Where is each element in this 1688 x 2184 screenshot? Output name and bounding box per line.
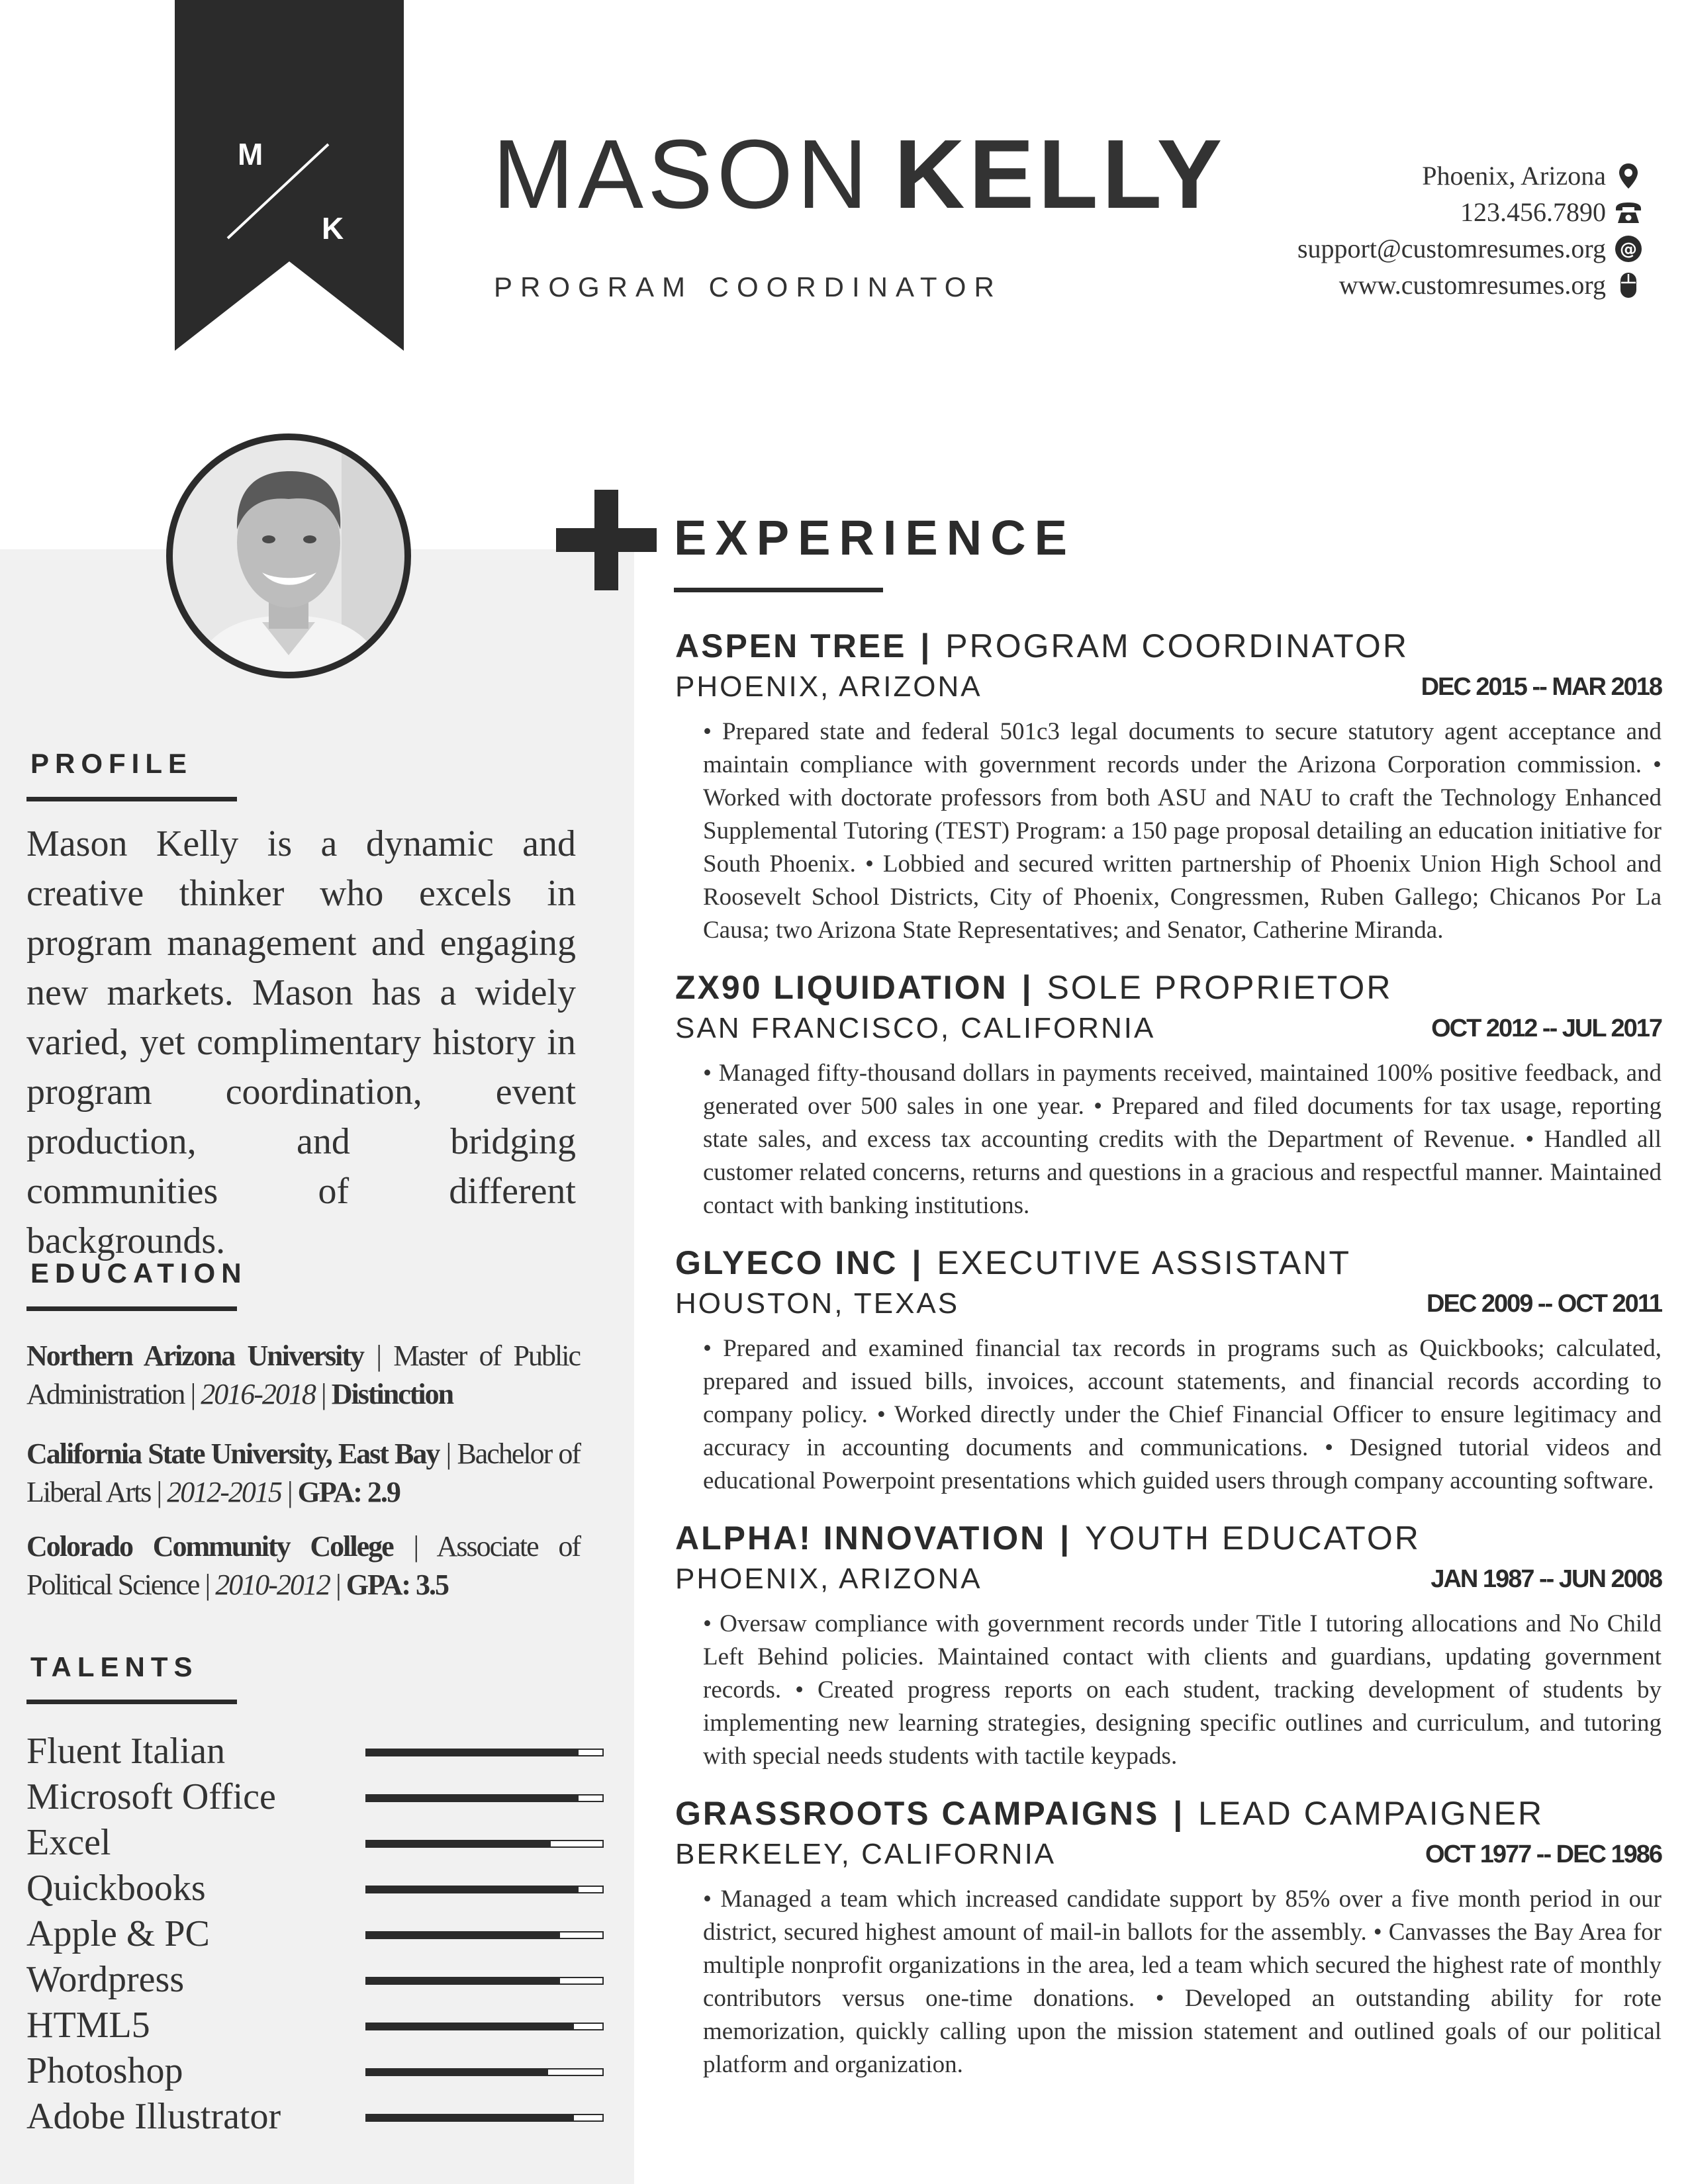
talents-list	[26, 1729, 583, 2140]
experience-list	[675, 625, 1662, 2101]
job-description: • Prepared and examined financial tax records in programs such as Quickbooks; calculated, prepared and issued bills, invoices, account statements, and financial records according to company policy. • Worked directly under the Chief Financial Officer to ensure legitimacy and accuracy in accounting documents and communications. • Designed tutorial videos and educational Powerpoint presentations which guided users through company accounting software.	[703, 1335, 1662, 1494]
candidate-name	[492, 120, 1227, 229]
job-dates: DEC 2015 -- MAR 2018	[1421, 673, 1662, 701]
job-role: EXECUTIVE ASSISTANT	[937, 1244, 1351, 1281]
phone-text: 123.456.7890	[1460, 197, 1606, 227]
education-degree: Bachelor of Liberal Arts	[26, 1437, 581, 1508]
job-entry	[675, 1793, 1662, 2081]
talents-heading: TALENTS	[30, 1651, 199, 1682]
education-school: California State University, East Bay	[26, 1437, 440, 1470]
location-text: Phoenix, Arizona	[1422, 161, 1606, 191]
profile-summary: Mason Kelly is a dynamic and creative thinker who excels in program management and engaging new markets. Mason has a widely varied, yet complimentary history in program coordination, event production, and bridging communities of different backgrounds.	[26, 823, 576, 1261]
contact-email	[1297, 230, 1643, 267]
talent-item	[26, 1774, 583, 1820]
talent-level-bar	[365, 2068, 604, 2076]
job-location: PHOENIX, ARIZONA	[675, 670, 982, 703]
education-extra: Distinction	[331, 1378, 453, 1410]
job-entry	[675, 625, 1662, 947]
talent-level-fill	[367, 1978, 560, 1983]
education-extra: GPA: 3.5	[346, 1569, 449, 1601]
job-description: • Managed a team which increased candidate support by 85% over a five month period in our district, secured highest amount of mail-in ballots for the assembly. • Canvasses the Bay Area for multiple nonprofit organizations in the area, led a team which secured the highest rate of monthly contributors versus one-time donations. • Developed an outstanding ability for rote memorization, quickly calling upon the mission statement and outlined goals of our political platform and organization.	[703, 1886, 1662, 2078]
education-heading-rule	[26, 1306, 237, 1311]
job-entry	[675, 1242, 1662, 1498]
talent-level-bar	[365, 1749, 604, 1756]
talent-level-bar	[365, 1840, 604, 1848]
website-text: www.customresumes.org	[1338, 270, 1606, 300]
profile-heading-rule	[26, 797, 237, 801]
at-sign-icon	[1614, 234, 1643, 263]
svg-text:@: @	[1620, 239, 1637, 259]
job-role: YOUTH EDUCATOR	[1085, 1520, 1421, 1557]
job-description: • Prepared state and federal 501c3 legal documents to secure statutory agent acceptance and maintain compliance with government records under the Arizona Corporation commission. • Worked with doctorate professors from both ASU and NAU to craft the Technology Enhanced Supplemental Tutoring (TEST) Program: a 150 page proposal detailing an education initiative for South Phoenix. • Lobbied and secured written partnership of Phoenix Union High School and Roosevelt School Districts, City of Phoenix, Congressmen, Ruben Gallego; Chicanos Por La Causa; two Arizona State Representatives; and Senator, Catherine Miranda.	[703, 718, 1662, 944]
education-item: California State University, East Bay | Bachelor of Liberal Arts | 2012-2015 | GPA: 2.9	[26, 1437, 581, 1508]
education-years: 2010-2012	[215, 1569, 330, 1601]
contact-website	[1297, 267, 1643, 303]
education-school: Northern Arizona University	[26, 1340, 364, 1372]
monogram-last-letter: K	[322, 211, 344, 246]
job-header: ZX90 LIQUIDATION | SOLE PROPRIETOR	[675, 969, 1393, 1006]
job-role: SOLE PROPRIETOR	[1047, 969, 1393, 1006]
experience-heading: EXPERIENCE	[674, 510, 1076, 565]
job-dates: DEC 2009 -- OCT 2011	[1427, 1290, 1662, 1318]
job-location: SAN FRANCISCO, CALIFORNIA	[675, 1012, 1156, 1044]
talent-item	[26, 1820, 583, 1866]
talent-name: HTML5	[26, 2005, 150, 2046]
job-company: ASPEN TREE	[675, 627, 907, 664]
talent-name: Quickbooks	[26, 1868, 206, 1909]
talent-item	[26, 1729, 583, 1774]
profile-heading: PROFILE	[30, 748, 193, 779]
contact-phone	[1297, 194, 1643, 230]
education-school: Colorado Community College	[26, 1530, 393, 1563]
talent-name: Excel	[26, 1822, 111, 1863]
first-name: MASON	[492, 120, 872, 229]
talent-level-fill	[367, 2024, 574, 2029]
talent-level-fill	[367, 1887, 579, 1892]
talent-level-fill	[367, 1750, 579, 1755]
job-header: ASPEN TREE | PROGRAM COORDINATOR	[675, 627, 1409, 664]
experience-heading-rule	[674, 588, 883, 592]
job-entry	[675, 967, 1662, 1222]
education-extra: GPA: 2.9	[297, 1476, 400, 1508]
profile-photo	[163, 430, 414, 682]
job-dates: OCT 1977 -- DEC 1986	[1425, 1841, 1662, 1868]
talent-item	[26, 2094, 583, 2140]
last-name: KELLY	[894, 120, 1227, 229]
talent-item	[26, 2048, 583, 2094]
plus-icon	[556, 490, 657, 590]
contact-block	[1297, 158, 1643, 303]
job-role: PROGRAM COORDINATOR	[945, 627, 1409, 664]
talent-level-bar	[365, 1886, 604, 1893]
job-company: ZX90 LIQUIDATION	[675, 969, 1008, 1006]
education-degree: Associate of Political Science	[26, 1530, 580, 1601]
talent-name: Apple & PC	[26, 1913, 210, 1954]
job-title: PROGRAM COORDINATOR	[494, 271, 1002, 302]
job-header: GLYECO INC | EXECUTIVE ASSISTANT	[675, 1244, 1351, 1281]
job-dates: OCT 2012 -- JUL 2017	[1431, 1015, 1662, 1042]
education-years: 2012-2015	[167, 1476, 281, 1508]
talent-item	[26, 1866, 583, 1911]
job-company: GLYECO INC	[675, 1244, 898, 1281]
contact-location	[1297, 158, 1643, 194]
talent-level-fill	[367, 1841, 551, 1846]
job-header: ALPHA! INNOVATION | YOUTH EDUCATOR	[675, 1520, 1421, 1557]
job-meta	[675, 1008, 1662, 1049]
job-meta	[675, 1834, 1662, 1875]
talent-level-bar	[365, 2114, 604, 2122]
talent-name: Fluent Italian	[26, 1731, 226, 1772]
talent-name: Photoshop	[26, 2050, 183, 2091]
job-description: • Managed fifty-thousand dollars in payments received, maintained 100% positive feedback, and generated over 500 sales in one year. • Prepared and filed documents for tax usage, reporting state sales, and excess tax accounting credits with the Department of Revenue. • Handled all customer related concerns, returns and questions in a gracious and respectful manner. Maintained contact with banking institutions.	[703, 1060, 1662, 1219]
talent-level-bar	[365, 1794, 604, 1802]
job-location: PHOENIX, ARIZONA	[675, 1563, 982, 1595]
talent-level-fill	[367, 1933, 560, 1938]
talent-level-bar	[365, 1931, 604, 1939]
job-header: GRASSROOTS CAMPAIGNS | LEAD CAMPAIGNER	[675, 1795, 1544, 1832]
monogram-first-letter: M	[238, 137, 263, 171]
talent-item	[26, 2003, 583, 2048]
talents-heading-rule	[26, 1700, 237, 1704]
monogram-banner	[175, 0, 404, 351]
job-meta	[675, 1283, 1662, 1324]
job-location: HOUSTON, TEXAS	[675, 1287, 960, 1320]
talent-level-fill	[367, 2115, 574, 2120]
talent-level-bar	[365, 2023, 604, 2030]
job-description: • Oversaw compliance with government records under Title I tutoring allocations and No Child Left Behind policies. Maintained contact with clients and guardians, updating government records. • Created progress reports on each student, tracking development of students by implementing new learning strategies, designing specific outlines and curriculum, and tutoring with special needs students with tactile keypads.	[703, 1610, 1662, 1770]
talent-item	[26, 1911, 583, 1957]
job-dates: JAN 1987 -- JUN 2008	[1430, 1565, 1662, 1593]
talent-level-fill	[367, 1796, 579, 1801]
education-years: 2016-2018	[201, 1378, 315, 1410]
job-meta	[675, 666, 1662, 707]
talent-level-bar	[365, 1977, 604, 1985]
education-item: Northern Arizona University | Master of Public Administration | 2016-2018 | Distinction	[26, 1340, 580, 1410]
job-company: GRASSROOTS CAMPAIGNS	[675, 1795, 1160, 1832]
map-pin-icon	[1614, 161, 1643, 191]
talent-name: Adobe Illustrator	[26, 2096, 281, 2137]
education-item: Colorado Community College | Associate of Political Science | 2010-2012 | GPA: 3.5	[26, 1530, 580, 1601]
mouse-icon	[1614, 271, 1643, 300]
education-degree: Master of Public Administration	[26, 1340, 580, 1410]
job-role: LEAD CAMPAIGNER	[1198, 1795, 1544, 1832]
talent-name: Microsoft Office	[26, 1776, 276, 1817]
email-text: support@customresumes.org	[1297, 234, 1606, 263]
education-heading: EDUCATION	[30, 1257, 248, 1289]
talent-level-fill	[367, 2070, 548, 2075]
job-entry	[675, 1518, 1662, 1773]
telephone-icon	[1614, 198, 1643, 227]
talent-item	[26, 1957, 583, 2003]
talent-name: Wordpress	[26, 1959, 185, 2000]
job-company: ALPHA! INNOVATION	[675, 1520, 1047, 1557]
job-location: BERKELEY, CALIFORNIA	[675, 1838, 1056, 1870]
job-meta	[675, 1559, 1662, 1600]
